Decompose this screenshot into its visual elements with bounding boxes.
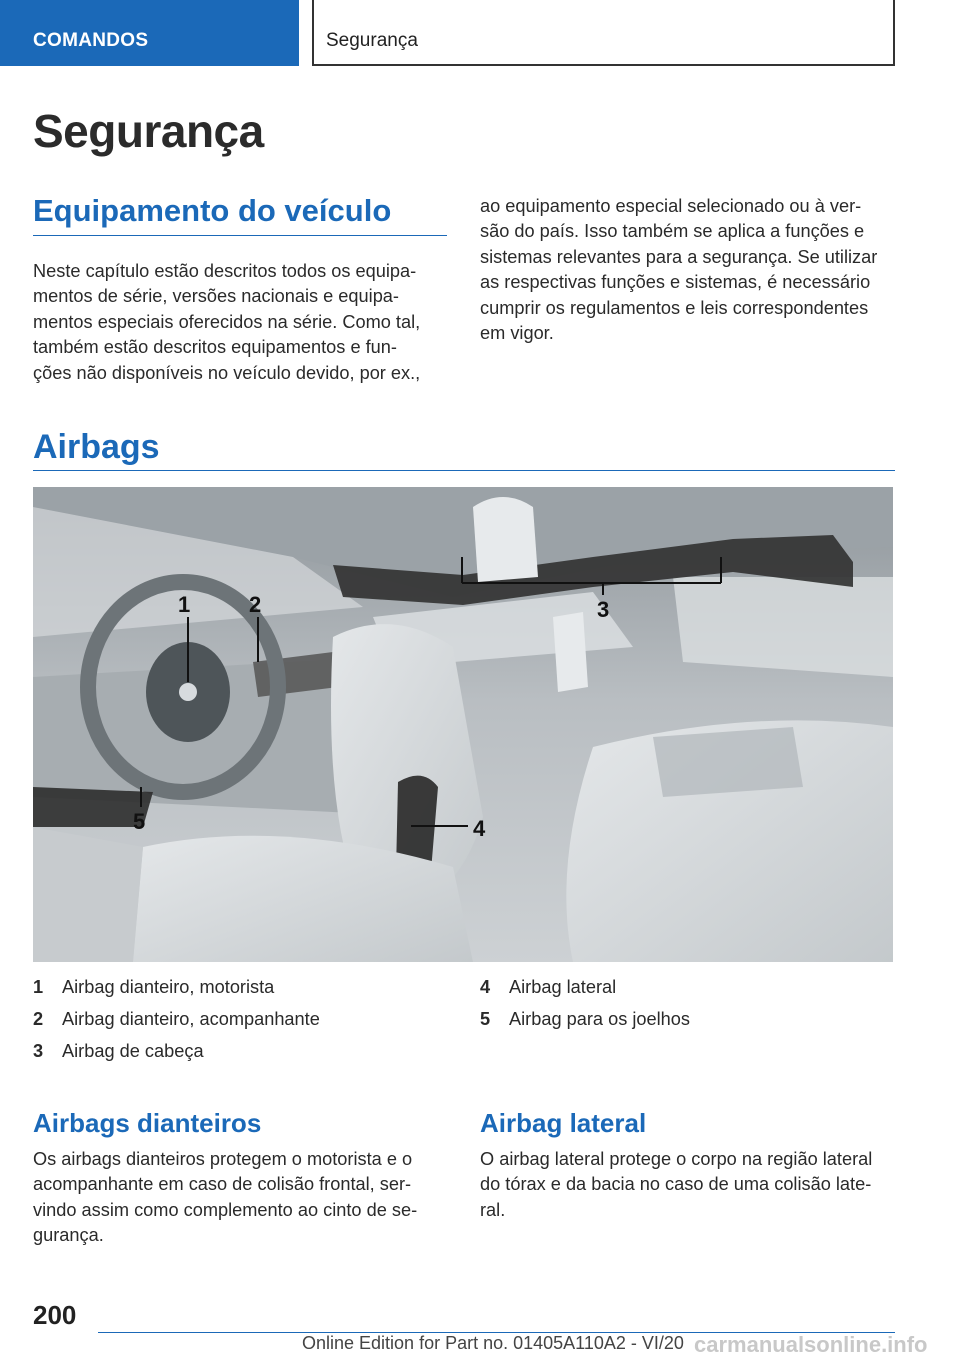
text-line: Neste capítulo estão descritos todos os equipa‐ bbox=[33, 261, 417, 281]
legend-item bbox=[480, 971, 690, 1003]
vehicle-equipment-rule bbox=[33, 235, 447, 236]
text-line: mentos de série, versões nacionais e equipa‐ bbox=[33, 286, 399, 307]
front-airbags-heading: Airbags dianteiros bbox=[33, 1108, 262, 1138]
airbag-locations-illustration bbox=[33, 487, 893, 962]
legend-number: 1 bbox=[33, 977, 44, 997]
vehicle-equipment-heading: Equipamento do veículo bbox=[33, 193, 392, 228]
text-line: em vigor. bbox=[480, 323, 554, 344]
section-header bbox=[312, 0, 895, 66]
side-airbag-heading: Airbag lateral bbox=[480, 1108, 647, 1138]
legend-number: 5 bbox=[480, 1009, 491, 1029]
text-line: ções não disponíveis no veículo devido, por ex., bbox=[33, 362, 421, 383]
legend-item bbox=[33, 1035, 320, 1067]
legend-number: 4 bbox=[480, 977, 491, 997]
text-line: ral. bbox=[480, 1199, 506, 1220]
text-line: O airbag lateral protege o corpo na região lateral bbox=[480, 1149, 873, 1169]
callout-3: 3 bbox=[597, 597, 610, 622]
text-line: cumprir os regulamentos e leis correspondentes bbox=[480, 297, 869, 318]
text-line: ao equipamento especial selecionado ou à ver‐ bbox=[480, 196, 862, 216]
legend-item bbox=[33, 971, 320, 1003]
text-line: vindo assim como complemento ao cinto de se‐ bbox=[33, 1199, 418, 1220]
front-airbags-text bbox=[33, 1147, 453, 1249]
airbags-heading: Airbags bbox=[33, 428, 160, 466]
legend-right bbox=[480, 971, 690, 1035]
legend-label: Airbag dianteiro, acompanhante bbox=[62, 1009, 320, 1029]
edition-text: Online Edition for Part no. 01405A110A2 - VI/20 bbox=[302, 1333, 684, 1353]
vehicle-equipment-text-left bbox=[33, 259, 453, 386]
text-line: Os airbags dianteiros protegem o motorista e o bbox=[33, 1149, 413, 1169]
chapter-tab-label: COMANDOS bbox=[33, 30, 149, 51]
text-line: são do país. Isso também se aplica a funções e bbox=[480, 221, 865, 242]
legend-label: Airbag de cabeça bbox=[62, 1041, 204, 1061]
page-number: 200 bbox=[33, 1300, 77, 1330]
legend-label: Airbag para os joelhos bbox=[509, 1009, 690, 1029]
text-line: gurança. bbox=[33, 1225, 104, 1246]
text-line: mentos especiais oferecidos na série. Como tal, bbox=[33, 311, 421, 332]
watermark: carmanualsonline.info bbox=[694, 1332, 928, 1357]
text-line: as respectivas funções e sistemas, é necessário bbox=[480, 272, 871, 293]
section-header-label: Segurança bbox=[326, 30, 418, 51]
page-title: Segurança bbox=[33, 105, 264, 157]
text-line: também estão descritos equipamentos e fun‐ bbox=[33, 337, 397, 358]
airbags-rule bbox=[33, 470, 895, 471]
chapter-tab[interactable] bbox=[0, 0, 299, 66]
vehicle-equipment-text-right bbox=[480, 194, 900, 346]
text-line: do tórax e da bacia no caso de uma colisão late‐ bbox=[480, 1174, 872, 1195]
callout-1: 1 bbox=[178, 592, 191, 617]
text-line: acompanhante em caso de colisão frontal, ser‐ bbox=[33, 1174, 412, 1195]
legend-label: Airbag lateral bbox=[509, 977, 617, 997]
callout-2: 2 bbox=[249, 592, 262, 617]
legend-number: 2 bbox=[33, 1009, 44, 1029]
legend-number: 3 bbox=[33, 1041, 44, 1061]
side-airbag-text bbox=[480, 1147, 900, 1223]
car-interior-drawing bbox=[33, 487, 893, 962]
legend-item bbox=[33, 1003, 320, 1035]
text-line: sistemas relevantes para a segurança. Se utilizar bbox=[480, 246, 878, 267]
callout-5: 5 bbox=[133, 809, 146, 834]
legend-left bbox=[33, 971, 320, 1067]
legend-item bbox=[480, 1003, 690, 1035]
callout-4: 4 bbox=[473, 816, 486, 841]
legend-label: Airbag dianteiro, motorista bbox=[62, 977, 275, 997]
